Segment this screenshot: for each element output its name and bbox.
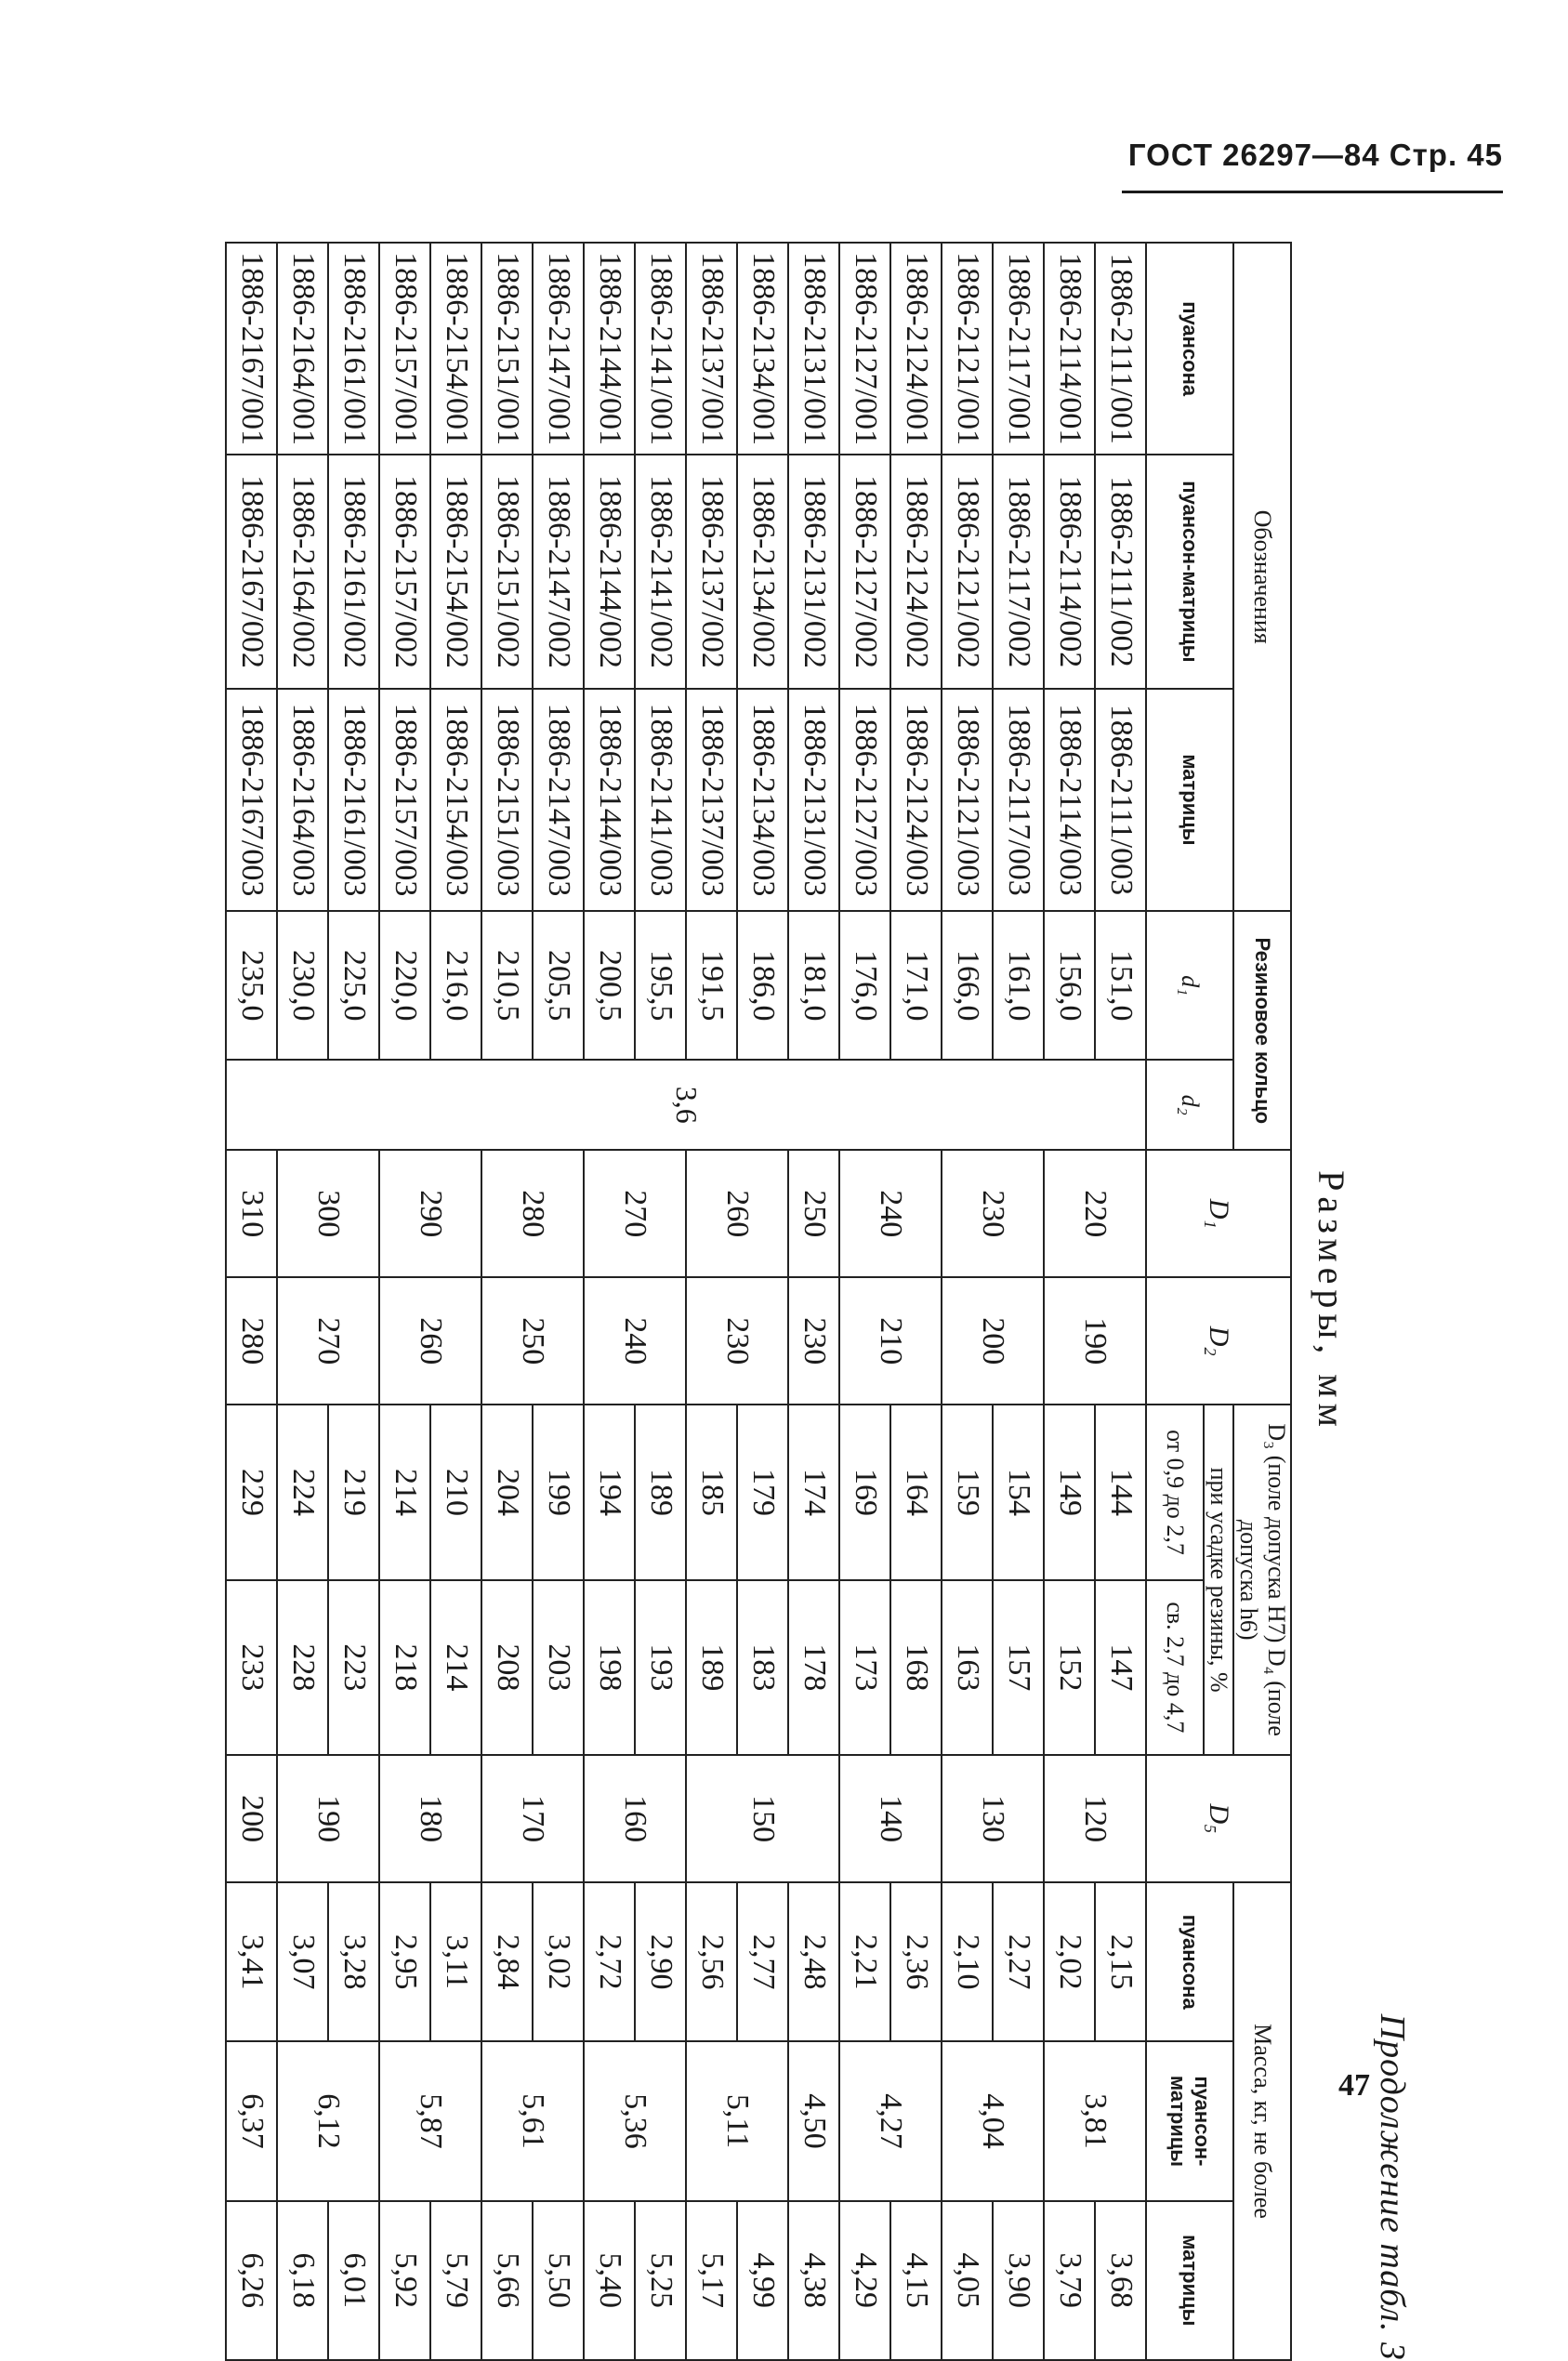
D1-cell: 240 — [839, 1150, 942, 1277]
punch-die-cell: 1886-2164/002 — [277, 455, 328, 688]
punch-die-cell: 1886-2144/002 — [584, 455, 635, 688]
dimensions-table — [225, 242, 1292, 2361]
mass-punch-die-cell: 6,12 — [277, 2041, 379, 2200]
D4-cell: 183 — [737, 1580, 788, 1755]
D3-cell: 169 — [839, 1405, 890, 1579]
punch-die-cell: 1886-2151/002 — [481, 455, 533, 688]
d1-cell: 176,0 — [839, 911, 890, 1060]
D4-cell: 152 — [1044, 1580, 1095, 1755]
D3-cell: 144 — [1095, 1405, 1146, 1579]
mass-die-cell: 4,99 — [737, 2201, 788, 2360]
d1-cell: 230,0 — [277, 911, 328, 1060]
D3-cell: 214 — [379, 1405, 430, 1579]
die-cell: 1886-2124/003 — [890, 689, 942, 912]
die-header: матрицы — [1146, 689, 1233, 912]
mass-die-cell: 4,29 — [839, 2201, 890, 2360]
punch-die-cell: 1886-2167/002 — [226, 455, 277, 688]
rotated-table-area — [158, 242, 1431, 2361]
d1-cell: 156,0 — [1044, 911, 1095, 1060]
d1-cell: 186,0 — [737, 911, 788, 1060]
D3-cell: 149 — [1044, 1405, 1095, 1579]
table-row — [737, 243, 788, 2360]
D5-cell: 170 — [481, 1755, 584, 1882]
D3-cell: 189 — [635, 1405, 686, 1579]
d1-cell: 210,5 — [481, 911, 533, 1060]
D5-header: D₅ — [1146, 1755, 1291, 1882]
D4-cell: 203 — [533, 1580, 584, 1755]
D3-cell: 174 — [788, 1405, 839, 1579]
D4-cell: 178 — [788, 1580, 839, 1755]
d1-cell: 151,0 — [1095, 911, 1146, 1060]
die-cell: 1886-2111/003 — [1095, 689, 1146, 912]
shrink-b-header: св. 2,7 до 4,7 — [1146, 1580, 1204, 1755]
D4-cell: 218 — [379, 1580, 430, 1755]
D2-cell: 230 — [686, 1277, 788, 1405]
D4-cell: 193 — [635, 1580, 686, 1755]
punch-die-cell: 1886-2154/002 — [430, 455, 481, 688]
mass-punch-die-cell: 4,04 — [942, 2041, 1044, 2200]
shrink-a-header: от 0,9 до 2,7 — [1146, 1405, 1204, 1579]
mass-die-cell: 6,18 — [277, 2201, 328, 2360]
d1-header: d₁ — [1146, 911, 1233, 1060]
D4-cell: 163 — [942, 1580, 993, 1755]
mass-punch-cell: 2,02 — [1044, 1882, 1095, 2041]
D1-cell: 300 — [277, 1150, 379, 1277]
mass-punch-die-cell: 5,61 — [481, 2041, 584, 2200]
D1-cell: 250 — [788, 1150, 839, 1277]
punch-die-cell: 1886-2127/002 — [839, 455, 890, 688]
D1-cell: 260 — [686, 1150, 788, 1277]
mass-die-cell: 5,17 — [686, 2201, 737, 2360]
D3-cell: 154 — [993, 1405, 1044, 1579]
mass-punch-cell: 2,15 — [1095, 1882, 1146, 2041]
mass-punch-cell: 2,95 — [379, 1882, 430, 2041]
D5-cell: 130 — [942, 1755, 1044, 1882]
D4-cell: 228 — [277, 1580, 328, 1755]
table-caption: Продолжение табл. 3 — [1373, 2013, 1412, 2361]
D1-cell: 270 — [584, 1150, 686, 1277]
table-row — [430, 243, 481, 2360]
die-cell: 1886-2127/003 — [839, 689, 890, 912]
mass-punch-cell: 2,21 — [839, 1882, 890, 2041]
punch-header: пуансона — [1146, 243, 1233, 455]
mass-punch-cell: 2,36 — [890, 1882, 942, 2041]
die-cell: 1886-2157/003 — [379, 689, 430, 912]
mass-punch-cell: 2,10 — [942, 1882, 993, 2041]
D5-cell: 180 — [379, 1755, 481, 1882]
D2-header: D₂ — [1146, 1277, 1291, 1405]
punch-cell: 1886-2111/001 — [1095, 243, 1146, 455]
D4-cell: 173 — [839, 1580, 890, 1755]
mass-punch-die-cell: 3,81 — [1044, 2041, 1146, 2200]
punch-die-cell: 1886-2137/002 — [686, 455, 737, 688]
mass-die-cell: 4,15 — [890, 2201, 942, 2360]
D5-cell: 140 — [839, 1755, 942, 1882]
d1-cell: 195,5 — [635, 911, 686, 1060]
D4-cell: 189 — [686, 1580, 737, 1755]
punch-cell: 1886-2127/001 — [839, 243, 890, 455]
punch-die-cell: 1886-2114/002 — [1044, 455, 1095, 688]
die-cell: 1886-2141/003 — [635, 689, 686, 912]
punch-die-cell: 1886-2141/002 — [635, 455, 686, 688]
punch-die-cell: 1886-2124/002 — [890, 455, 942, 688]
D2-cell: 260 — [379, 1277, 481, 1405]
D2-cell: 200 — [942, 1277, 1044, 1405]
D2-cell: 280 — [226, 1277, 277, 1405]
d1-cell: 205,5 — [533, 911, 584, 1060]
punch-cell: 1886-2151/001 — [481, 243, 533, 455]
page-header: ГОСТ 26297—84 Стр. 45 — [1127, 138, 1503, 172]
mass-punch-die-cell: 5,11 — [686, 2041, 788, 2200]
punch-die-header: пуансон-матрицы — [1146, 455, 1233, 688]
table-row — [635, 243, 686, 2360]
D1-cell: 280 — [481, 1150, 584, 1277]
punch-cell: 1886-2144/001 — [584, 243, 635, 455]
D3-cell: 185 — [686, 1405, 737, 1579]
mass-punch-cell: 2,77 — [737, 1882, 788, 2041]
D3-cell: 229 — [226, 1405, 277, 1579]
mass-die-cell: 5,66 — [481, 2201, 533, 2360]
d2-cell: 3,6 — [226, 1060, 1146, 1150]
die-cell: 1886-2151/003 — [481, 689, 533, 912]
mass-die-cell: 5,25 — [635, 2201, 686, 2360]
d1-cell: 181,0 — [788, 911, 839, 1060]
D3-cell: 219 — [328, 1405, 379, 1579]
page-number: 47 — [1338, 2068, 1370, 2103]
die-cell: 1886-2144/003 — [584, 689, 635, 912]
punch-cell: 1886-2167/001 — [226, 243, 277, 455]
D1-cell: 230 — [942, 1150, 1044, 1277]
D3-cell: 204 — [481, 1405, 533, 1579]
D4-cell: 157 — [993, 1580, 1044, 1755]
D4-cell: 208 — [481, 1580, 533, 1755]
punch-cell: 1886-2121/001 — [942, 243, 993, 455]
punch-cell: 1886-2147/001 — [533, 243, 584, 455]
D5-cell: 150 — [686, 1755, 839, 1882]
mass-die-cell: 5,92 — [379, 2201, 430, 2360]
punch-cell: 1886-2141/001 — [635, 243, 686, 455]
punch-die-cell: 1886-2134/002 — [737, 455, 788, 688]
mass-die-cell: 5,79 — [430, 2201, 481, 2360]
mass-die-cell: 4,38 — [788, 2201, 839, 2360]
die-cell: 1886-2117/003 — [993, 689, 1044, 912]
D5-cell: 190 — [277, 1755, 379, 1882]
punch-cell: 1886-2154/001 — [430, 243, 481, 455]
mass-die-header: матрицы — [1146, 2201, 1233, 2360]
d1-cell: 220,0 — [379, 911, 430, 1060]
D2-cell: 230 — [788, 1277, 839, 1405]
mass-punch-cell: 2,56 — [686, 1882, 737, 2041]
D2-cell: 250 — [481, 1277, 584, 1405]
punch-cell: 1886-2124/001 — [890, 243, 942, 455]
punch-cell: 1886-2134/001 — [737, 243, 788, 455]
D3-cell: 159 — [942, 1405, 993, 1579]
die-cell: 1886-2164/003 — [277, 689, 328, 912]
table-row — [890, 243, 942, 2360]
mass-punch-die-cell: 4,27 — [839, 2041, 942, 2200]
punch-die-cell: 1886-2111/002 — [1095, 455, 1146, 688]
mass-punch-cell: 3,28 — [328, 1882, 379, 2041]
punch-die-cell: 1886-2147/002 — [533, 455, 584, 688]
D1-cell: 220 — [1044, 1150, 1146, 1277]
table-row — [1095, 243, 1146, 2360]
punch-cell: 1886-2137/001 — [686, 243, 737, 455]
D3-cell: 164 — [890, 1405, 942, 1579]
mass-die-cell: 6,01 — [328, 2201, 379, 2360]
mass-die-cell: 3,79 — [1044, 2201, 1095, 2360]
die-cell: 1886-2167/003 — [226, 689, 277, 912]
die-cell: 1886-2154/003 — [430, 689, 481, 912]
d1-cell: 171,0 — [890, 911, 942, 1060]
D1-cell: 310 — [226, 1150, 277, 1277]
punch-die-cell: 1886-2157/002 — [379, 455, 430, 688]
mass-punch-cell: 2,90 — [635, 1882, 686, 2041]
D4-cell: 214 — [430, 1580, 481, 1755]
D3-cell: 210 — [430, 1405, 481, 1579]
die-cell: 1886-2147/003 — [533, 689, 584, 912]
mass-die-cell: 6,26 — [226, 2201, 277, 2360]
mass-punch-cell: 3,41 — [226, 1882, 277, 2041]
die-cell: 1886-2121/003 — [942, 689, 993, 912]
punch-cell: 1886-2164/001 — [277, 243, 328, 455]
mass-punch-cell: 3,11 — [430, 1882, 481, 2041]
mass-punch-die-cell: 6,37 — [226, 2041, 277, 2200]
mass-die-cell: 3,68 — [1095, 2201, 1146, 2360]
D1-header: D₁ — [1146, 1150, 1291, 1277]
d1-cell: 161,0 — [993, 911, 1044, 1060]
mass-punch-cell: 2,27 — [993, 1882, 1044, 2041]
table-row — [993, 243, 1044, 2360]
mass-punch-cell: 2,72 — [584, 1882, 635, 2041]
shrink-header: при усадке резины, % — [1204, 1405, 1233, 1755]
D5-cell: 200 — [226, 1755, 277, 1882]
mass-punch-header: пуансона — [1146, 1882, 1233, 2041]
D5-cell: 160 — [584, 1755, 686, 1882]
D5-cell: 120 — [1044, 1755, 1146, 1882]
D2-cell: 270 — [277, 1277, 379, 1405]
mass-punch-die-cell: 5,87 — [379, 2041, 481, 2200]
mass-die-cell: 5,40 — [584, 2201, 635, 2360]
table-row — [788, 243, 839, 2360]
table-row — [328, 243, 379, 2360]
punch-die-cell: 1886-2117/002 — [993, 455, 1044, 688]
punch-die-cell: 1886-2161/002 — [328, 455, 379, 688]
d1-cell: 166,0 — [942, 911, 993, 1060]
D3-cell: 199 — [533, 1405, 584, 1579]
punch-cell: 1886-2157/001 — [379, 243, 430, 455]
D2-cell: 190 — [1044, 1277, 1146, 1405]
D2-cell: 240 — [584, 1277, 686, 1405]
mass-header: Масса, кг, не более — [1233, 1882, 1291, 2360]
D3-cell: 224 — [277, 1405, 328, 1579]
D3D4-header: D₃ (поле допуска H7) D₄ (поле допуска h6) — [1233, 1405, 1291, 1755]
d1-cell: 216,0 — [430, 911, 481, 1060]
mass-punch-cell: 2,84 — [481, 1882, 533, 2041]
mass-die-cell: 3,90 — [993, 2201, 1044, 2360]
punch-die-cell: 1886-2131/002 — [788, 455, 839, 688]
d1-cell: 225,0 — [328, 911, 379, 1060]
D2-cell: 210 — [839, 1277, 942, 1405]
D3-cell: 179 — [737, 1405, 788, 1579]
punch-cell: 1886-2117/001 — [993, 243, 1044, 455]
header-rule — [1122, 191, 1503, 193]
D4-cell: 198 — [584, 1580, 635, 1755]
mass-punch-die-cell: 4,50 — [788, 2041, 839, 2200]
D4-cell: 233 — [226, 1580, 277, 1755]
designations-header: Обозначения — [1233, 243, 1291, 911]
mass-punch-cell: 3,02 — [533, 1882, 584, 2041]
d2-header: d₂ — [1146, 1060, 1233, 1150]
die-cell: 1886-2137/003 — [686, 689, 737, 912]
mass-punch-cell: 3,07 — [277, 1882, 328, 2041]
table-subtitle: Размеры, мм — [1311, 1170, 1352, 1432]
D3-cell: 194 — [584, 1405, 635, 1579]
D4-cell: 147 — [1095, 1580, 1146, 1755]
D1-cell: 290 — [379, 1150, 481, 1277]
punch-cell: 1886-2114/001 — [1044, 243, 1095, 455]
die-cell: 1886-2134/003 — [737, 689, 788, 912]
mass-die-cell: 5,50 — [533, 2201, 584, 2360]
ring-header: Резиновое кольцо — [1233, 911, 1291, 1150]
d1-cell: 235,0 — [226, 911, 277, 1060]
mass-punch-die-cell: 5,36 — [584, 2041, 686, 2200]
table-row — [226, 243, 277, 2360]
mass-die-cell: 4,05 — [942, 2201, 993, 2360]
punch-cell: 1886-2161/001 — [328, 243, 379, 455]
table-body — [226, 243, 1146, 2360]
d1-cell: 200,5 — [584, 911, 635, 1060]
D4-cell: 223 — [328, 1580, 379, 1755]
die-cell: 1886-2161/003 — [328, 689, 379, 912]
punch-die-cell: 1886-2121/002 — [942, 455, 993, 688]
d1-cell: 191,5 — [686, 911, 737, 1060]
D4-cell: 168 — [890, 1580, 942, 1755]
die-cell: 1886-2114/003 — [1044, 689, 1095, 912]
die-cell: 1886-2131/003 — [788, 689, 839, 912]
mass-punch-die-header: пуансон-матрицы — [1146, 2041, 1233, 2200]
mass-punch-cell: 2,48 — [788, 1882, 839, 2041]
punch-cell: 1886-2131/001 — [788, 243, 839, 455]
table-row — [533, 243, 584, 2360]
